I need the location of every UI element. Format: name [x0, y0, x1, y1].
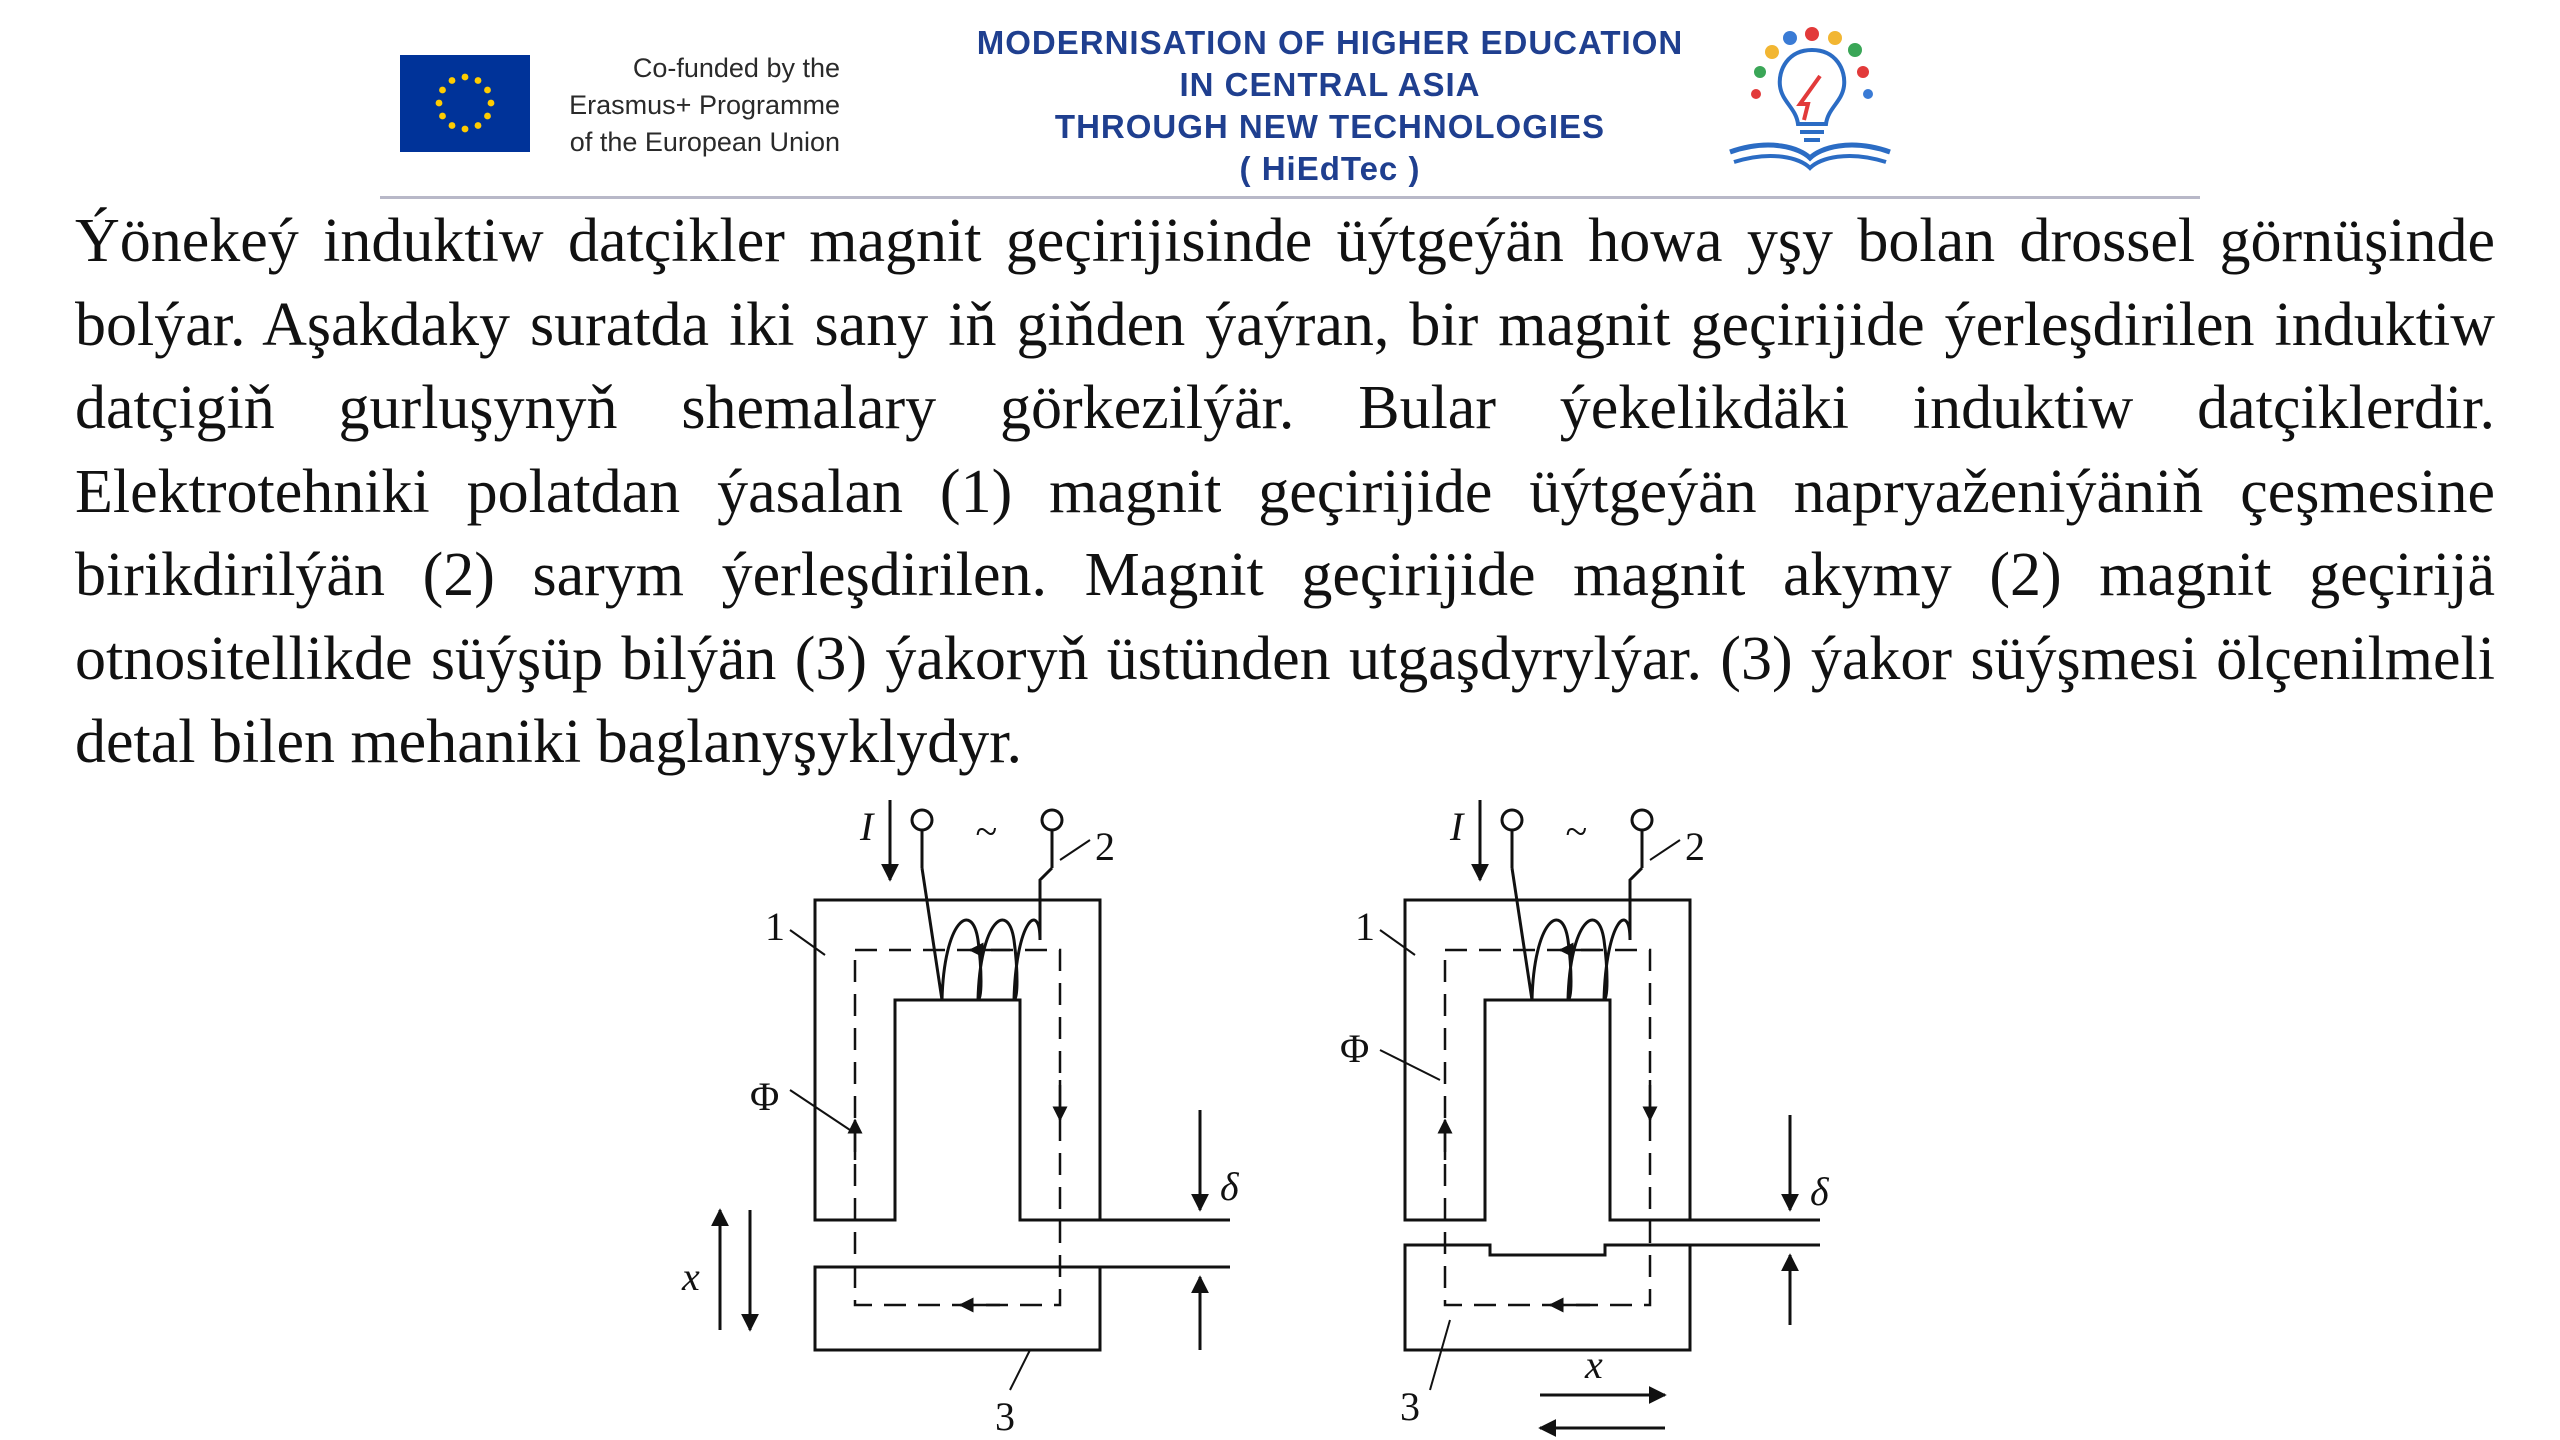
left-label-current: I — [860, 804, 874, 849]
project-line-3: THROUGH NEW TECHNOLOGIES — [1054, 108, 1606, 145]
left-terminal-2 — [1042, 810, 1062, 830]
right-leader-2 — [1650, 840, 1680, 860]
left-winding-coil — [922, 868, 1052, 1000]
right-leader-1 — [1380, 930, 1415, 955]
left-label-core: 1 — [765, 904, 785, 949]
left-label-flux: Φ — [750, 1074, 780, 1119]
slide-header — [0, 0, 2560, 200]
cofund-line-2: Erasmus+ Programme — [569, 90, 840, 120]
right-sensor-scheme — [1380, 800, 1820, 1428]
header-divider — [380, 196, 2200, 199]
right-label-current: I — [1450, 804, 1464, 849]
project-line-1: MODERNISATION OF HIGHER EDUCATION — [976, 24, 1684, 61]
right-label-displacement: x — [1585, 1342, 1603, 1387]
left-label-armature: 3 — [995, 1394, 1015, 1439]
right-terminal-2 — [1632, 810, 1652, 830]
left-terminal-1 — [912, 810, 932, 830]
right-armature — [1405, 1245, 1690, 1350]
left-label-gap: δ — [1220, 1164, 1239, 1209]
left-sensor-scheme — [720, 800, 1230, 1390]
hiedtec-logo-icon — [1720, 20, 1900, 180]
right-label-flux: Φ — [1340, 1026, 1370, 1071]
cofunded-text — [540, 50, 840, 161]
right-label-gap: δ — [1810, 1169, 1829, 1214]
right-label-ac: ~ — [1565, 809, 1587, 854]
left-label-displacement: x — [682, 1254, 700, 1299]
left-label-ac: ~ — [975, 809, 997, 854]
project-title — [880, 22, 1780, 190]
eu-flag-icon — [400, 55, 530, 152]
left-magnetic-core — [815, 900, 1100, 1220]
project-line-2: IN CENTRAL ASIA — [1179, 66, 1481, 103]
right-label-core: 1 — [1355, 904, 1375, 949]
left-flux-path — [855, 950, 1060, 1305]
left-leader-1 — [790, 930, 825, 955]
left-leader-3 — [1010, 1350, 1030, 1390]
right-flux-path — [1445, 950, 1650, 1305]
right-terminal-1 — [1502, 810, 1522, 830]
right-leader-3 — [1430, 1320, 1450, 1390]
body-paragraph: Ýönekeý induktiw datçikler magnit geçirijisinde üýtgeýän howa yşy bolan drossel görnüşinde bolýar. Aşakdaky suratda iki sany iň giňden ýaýran, bir magnit geçirijide ýerleşdirilen induktiw datçigiň gurluşynyň shemalary görkezilýär. Bular ýekelikdäki induktiw datçiklerdir. Elektrotehniki polatdan ýasalan (1) magnit geçirijide üýtgeýän napryaženiýäniň çeşmesine birikdirilýän (2) sarym ýerleşdirilen. Magnit geçirijide magnit akymy (2) magnit geçirijä otnositellikde süýşüp bilýän (3) ýakoryň üstünden utgaşdyrylýar. (3) ýakor süýşmesi ölçenilmeli detal bilen mehaniki baglanyşyklydyr. — [75, 207, 2495, 776]
cofund-line-1: Co-funded by the — [632, 53, 840, 83]
left-leader-flux — [790, 1090, 850, 1130]
left-label-winding: 2 — [1095, 824, 1115, 869]
right-magnetic-core — [1405, 900, 1690, 1220]
right-leader-flux — [1380, 1050, 1440, 1080]
project-line-4: ( HiEdTec ) — [1239, 150, 1421, 187]
left-armature — [815, 1267, 1100, 1350]
right-label-armature: 3 — [1400, 1384, 1420, 1429]
left-leader-2 — [1060, 840, 1090, 860]
slide-body — [75, 200, 2495, 785]
right-sensor-labels — [1340, 804, 1830, 1429]
cofund-line-3: of the European Union — [569, 127, 840, 157]
right-label-winding: 2 — [1685, 824, 1705, 869]
right-winding-coil — [1512, 868, 1642, 1000]
inductive-sensor-diagram — [660, 800, 1920, 1440]
